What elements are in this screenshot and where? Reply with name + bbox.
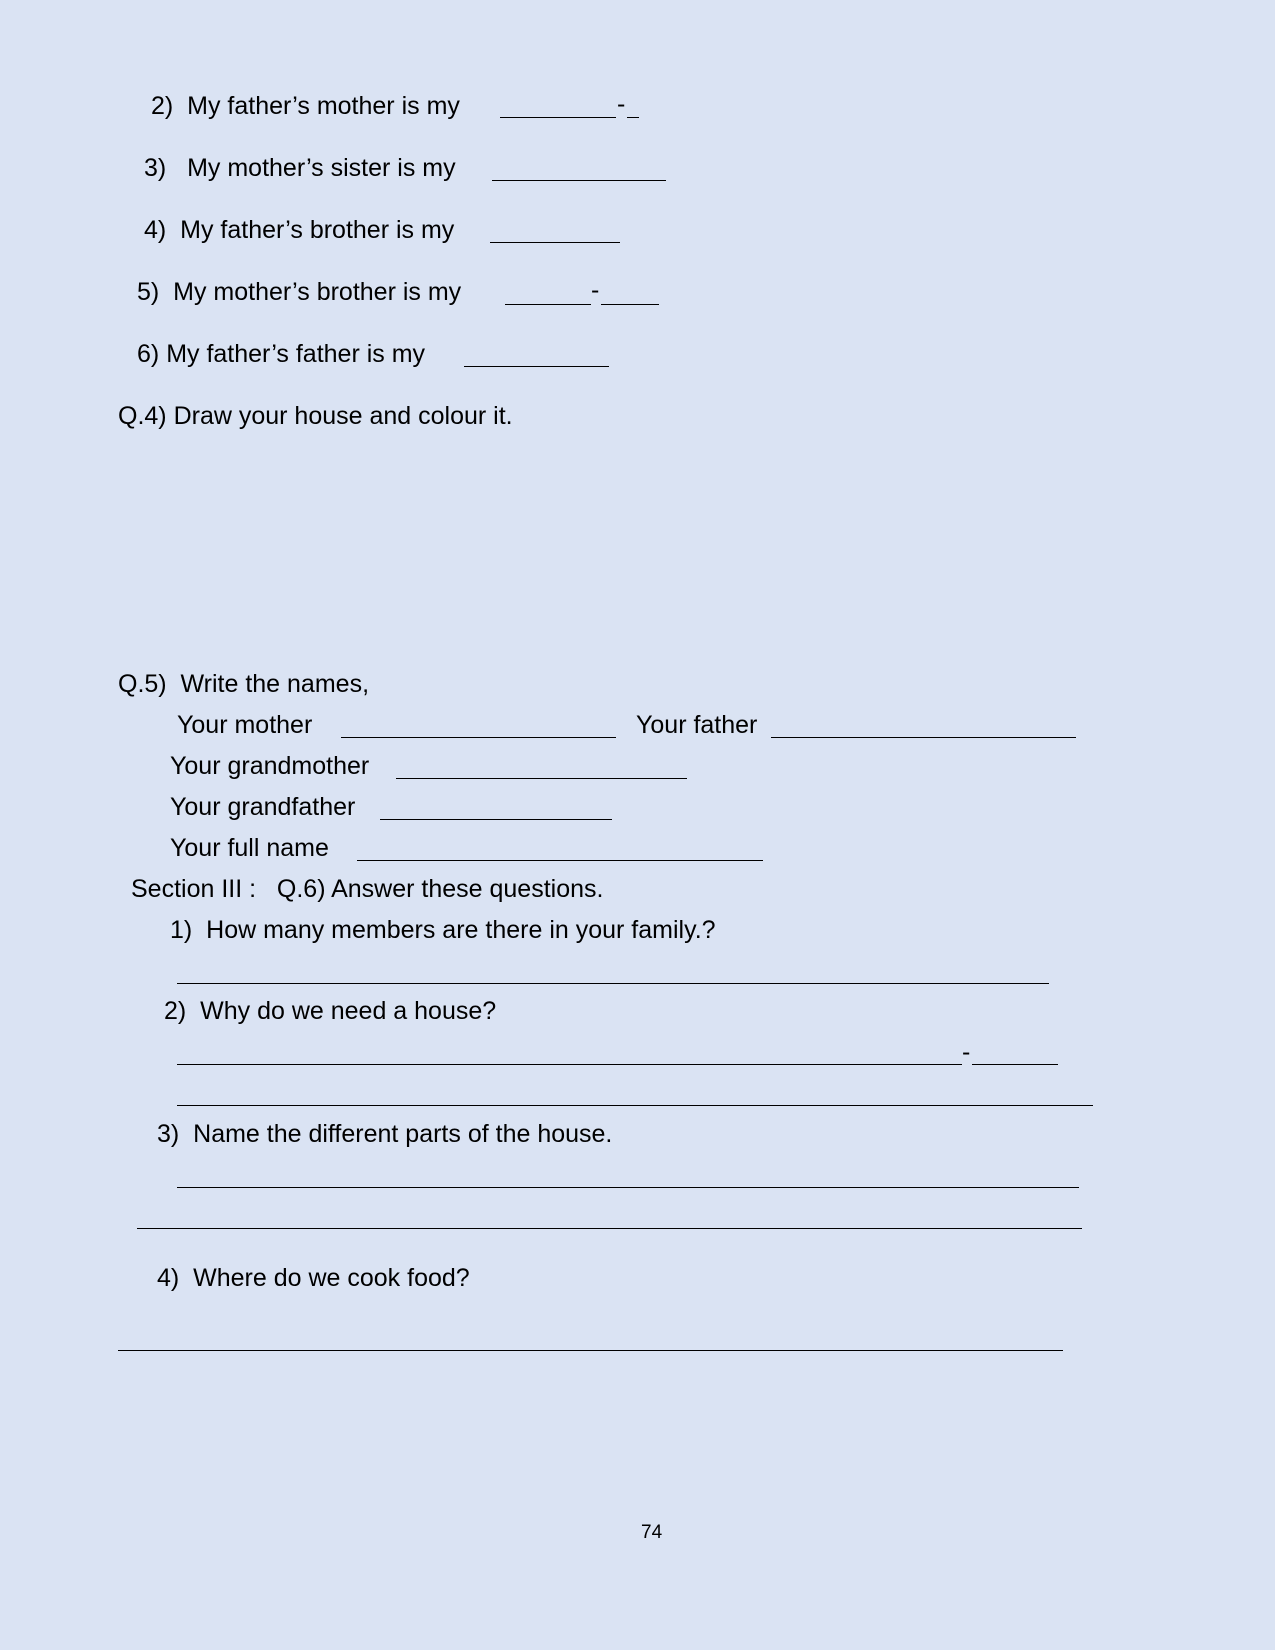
question-text: Why do we need a house? <box>200 997 497 1025</box>
grandfather-label: Your grandfather <box>170 793 356 821</box>
item-text: My mother’s sister is my <box>187 154 456 182</box>
question-number: 1) <box>170 916 193 944</box>
item-text: My father’s brother is my <box>180 216 455 244</box>
answer-blank[interactable] <box>505 304 591 305</box>
answer-blank[interactable] <box>490 242 620 243</box>
blank-separator: - <box>617 90 626 118</box>
answer-blank[interactable] <box>464 366 609 367</box>
mother-label: Your mother <box>177 711 313 739</box>
q3-item-5 <box>137 277 461 307</box>
question-4 <box>157 1263 470 1293</box>
blank-separator: - <box>962 1038 971 1066</box>
grandfather-name-blank[interactable] <box>380 819 612 820</box>
father-label: Your father <box>636 711 758 739</box>
answer-blank[interactable] <box>601 304 659 305</box>
question-text: How many members are there in your family.? <box>206 916 716 944</box>
item-text: My father’s father is my <box>166 340 426 368</box>
q4-prompt: Q.4) Draw your house and colour it. <box>118 402 513 430</box>
drawing-area[interactable] <box>118 440 1118 650</box>
full-name-blank[interactable] <box>357 860 763 861</box>
answer-blank[interactable] <box>627 117 639 118</box>
question-text: Where do we cook food? <box>193 1264 470 1292</box>
answer-line[interactable] <box>118 1350 1063 1351</box>
grandmother-label: Your grandmother <box>170 752 370 780</box>
question-2 <box>164 996 496 1026</box>
question-number: 3) <box>157 1120 180 1148</box>
section-heading: Section III : Q.6) Answer these questions. <box>131 875 604 903</box>
answer-line[interactable] <box>137 1228 1082 1229</box>
answer-blank[interactable] <box>492 180 666 181</box>
q3-item-6 <box>137 339 425 369</box>
full-name-label: Your full name <box>170 834 329 862</box>
question-number: 4) <box>157 1264 180 1292</box>
mother-name-blank[interactable] <box>341 737 616 738</box>
question-number: 2) <box>164 997 187 1025</box>
answer-line[interactable] <box>177 1064 962 1065</box>
item-number: 2) <box>151 92 174 120</box>
item-number: 3) <box>144 154 167 182</box>
father-name-blank[interactable] <box>771 737 1076 738</box>
question-text: Name the different parts of the house. <box>193 1120 613 1148</box>
item-number: 5) <box>137 278 160 306</box>
item-text: My mother’s brother is my <box>173 278 462 306</box>
page-number: 74 <box>641 1522 663 1543</box>
answer-line[interactable] <box>177 1187 1079 1188</box>
q3-item-4 <box>144 215 454 245</box>
q3-item-2 <box>151 91 460 121</box>
q3-item-3 <box>144 153 456 183</box>
answer-blank[interactable] <box>500 117 616 118</box>
question-3 <box>157 1119 612 1149</box>
item-number: 6) <box>137 340 160 368</box>
q5-prompt: Q.5) Write the names, <box>118 670 370 698</box>
item-number: 4) <box>144 216 167 244</box>
answer-line[interactable] <box>177 1105 1093 1106</box>
grandmother-name-blank[interactable] <box>396 778 687 779</box>
answer-line[interactable] <box>177 983 1049 984</box>
answer-line[interactable] <box>972 1064 1058 1065</box>
item-text: My father’s mother is my <box>187 92 460 120</box>
blank-separator: - <box>591 276 600 304</box>
question-1 <box>170 915 716 945</box>
